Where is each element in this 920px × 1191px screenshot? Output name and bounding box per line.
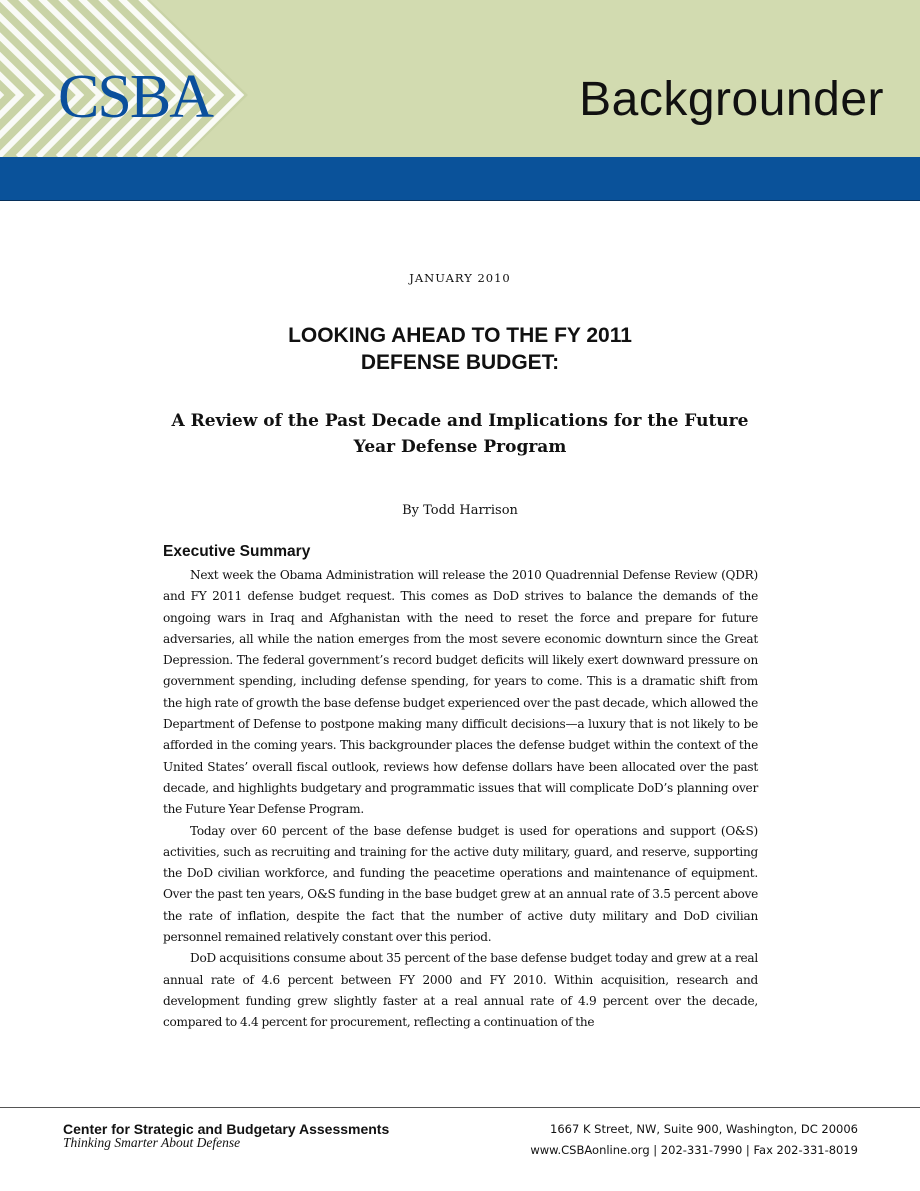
footer-contact: www.CSBAonline.org | 202-331-7990 | Fax 202-331-8019 bbox=[530, 1143, 858, 1157]
body-text bbox=[163, 565, 758, 1034]
footer-tagline: Thinking Smarter About Defense bbox=[63, 1135, 241, 1150]
paragraph: Today over 60 percent of the base defense budget is used for operations and support (O&S) activities, such as recruiting and training for the active duty military, guard, and reserve, supporting the DoD civilian workforce, and funding the peacetime operations and maintenance of equipment. Over the past ten years, O&S funding in the base budget grew at an annual rate of 3.5 percent above the rate of inflation, despite the fact that the number of active duty military and DoD civilian personnel remained relatively constant over this period. bbox=[163, 823, 758, 945]
csba-logo: CSBA bbox=[58, 63, 212, 131]
footer-divider bbox=[0, 1107, 920, 1108]
subtitle-line-1: A Review of the Past Decade and Implications for the Future bbox=[171, 411, 749, 431]
publication-date: JANUARY 2010 bbox=[409, 271, 511, 285]
footer-address: 1667 K Street, NW, Suite 900, Washington, DC 20006 bbox=[550, 1122, 858, 1136]
header-blue-band bbox=[0, 157, 920, 201]
document-title bbox=[0, 322, 920, 376]
paragraph: Next week the Obama Administration will release the 2010 Quadrennial Defense Review (QDR) and FY 2011 defense budget request. This comes as DoD strives to balance the demands of the ongoing wars in Iraq and Afghanistan with the need to reset the force and prepare for future adversaries, all while the nation emerges from the most severe economic downturn since the Great Depression. The federal government’s record budget deficits will likely exert downward pressure on government spending, including defense spending, for years to come. This is a dramatic shift from the high rate of growth the base defense budget experienced over the past decade, which allowed the Department of Defense to postpone making many difficult decisions—a luxury that is not likely to be afforded in the coming years. This backgrounder places the defense budget within the context of the United States’ overall fiscal outlook, reviews how defense dollars have been allocated over the past decade, and highlights budgetary and programmatic issues that will complicate DoD’s planning over the Future Year Defense Program. bbox=[163, 568, 758, 817]
byline: By Todd Harrison bbox=[402, 503, 518, 518]
section-heading: Executive Summary bbox=[163, 543, 311, 560]
footer-organization: Center for Strategic and Budgetary Assessments bbox=[63, 1121, 390, 1137]
paragraph: DoD acquisitions consume about 35 percent of the base defense budget today and grew at a real annual rate of 4.6 percent between FY 2000 and FY 2010. Within acquisition, research and development funding grew slightly faster at a real annual rate of 4.9 percent over the decade, compared to 4.4 percent for procurement, reflecting a continuation of the bbox=[163, 951, 758, 1030]
subtitle-line-2: Year Defense Program bbox=[353, 437, 567, 457]
title-line-2: DEFENSE BUDGET: bbox=[360, 351, 560, 374]
title-line-1: LOOKING AHEAD TO THE FY 2011 bbox=[288, 324, 632, 347]
banner-title: Backgrounder bbox=[579, 73, 884, 126]
header-banner bbox=[0, 0, 920, 157]
document-subtitle bbox=[140, 408, 780, 460]
